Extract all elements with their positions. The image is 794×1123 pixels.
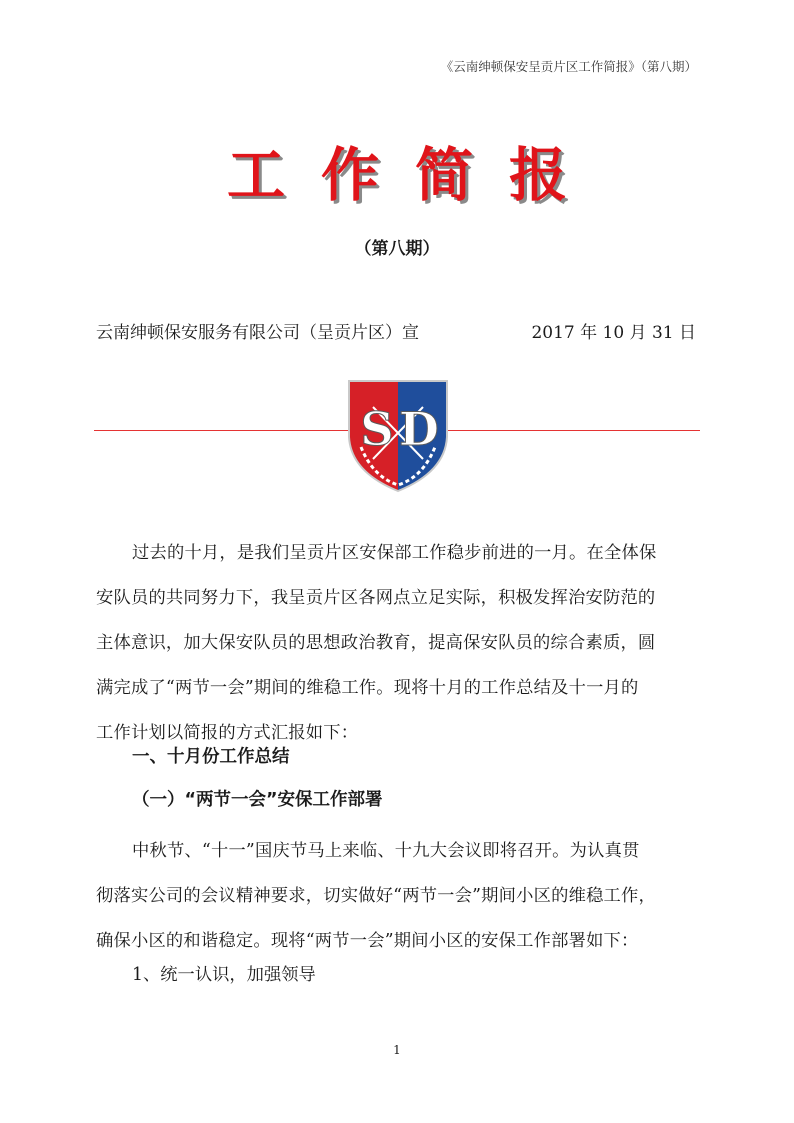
section-heading: 一、十月份工作总结 (132, 747, 290, 767)
paragraph-line: 中秋节、“十一”国庆节马上来临、十九大会议即将召开。为认真贯 (132, 841, 640, 861)
intro-line: 主体意识，加大保安队员的思想政治教育，提高保安队员的综合素质，圆 (96, 633, 656, 653)
list-item-heading: 1、统一认识，加强领导 (132, 965, 316, 985)
intro-line: 满完成了“两节一会”期间的维稳工作。现将十月的工作总结及十一月的 (96, 678, 639, 698)
document-title: 工作简报 (226, 141, 603, 209)
paragraph-line: 彻落实公司的会议精神要求，切实做好“两节一会”期间小区的维稳工作， (96, 886, 656, 906)
paragraph-line: 确保小区的和谐稳定。现将“两节一会”期间小区的安保工作部署如下： (96, 931, 639, 951)
intro-paragraph (96, 531, 696, 756)
subsection-heading: （一）“两节一会”安保工作部署 (132, 790, 383, 810)
intro-line: 过去的十月，是我们呈贡片区安保部工作稳步前进的一月。在全体保 (132, 543, 657, 563)
publish-date: 2017 年 10 月 31 日 (531, 323, 696, 343)
logo-letter-d: D (399, 402, 439, 456)
deployment-paragraph (96, 829, 696, 964)
publisher: 云南绅顿保安服务有限公司（呈贡片区）宣 (96, 323, 419, 343)
running-header: 《云南绅顿保安呈贡片区工作简报》（第八期） (440, 59, 697, 74)
logo-letter-s: S (360, 402, 394, 456)
page-number: 1 (393, 1043, 401, 1057)
intro-line: 安队员的共同努力下，我呈贡片区各网点立足实际，积极发挥治安防范的 (96, 588, 656, 608)
intro-line: 工作计划以简报的方式汇报如下： (96, 723, 359, 743)
company-logo-shield (343, 377, 453, 495)
issue-number: （第八期） (354, 239, 440, 259)
